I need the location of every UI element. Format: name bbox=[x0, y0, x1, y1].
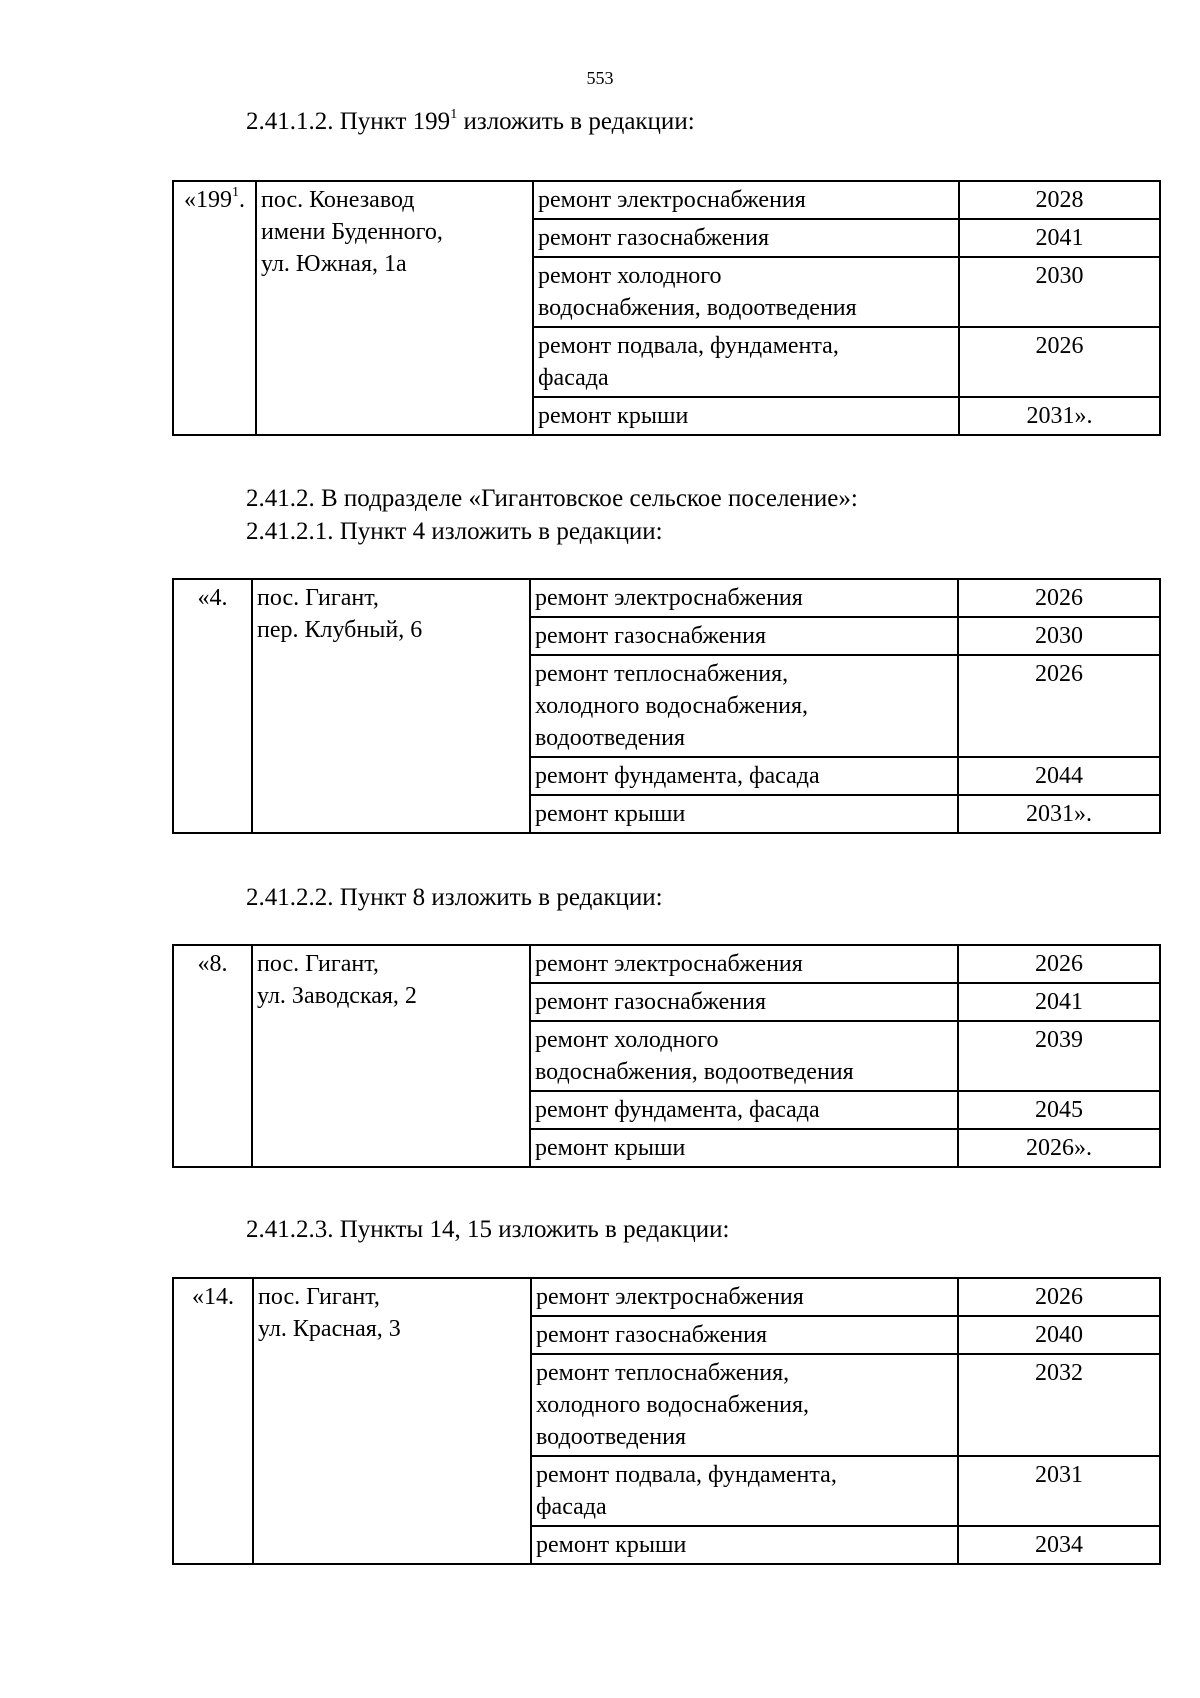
year-cell: 2031». bbox=[959, 397, 1160, 435]
year-cell: 2044 bbox=[958, 757, 1160, 795]
item-number: «4. bbox=[173, 579, 252, 833]
year-cell: 2026 bbox=[958, 1278, 1160, 1316]
table-row bbox=[173, 1278, 1160, 1316]
work-cell: ремонт крыши bbox=[531, 1526, 958, 1564]
table-row bbox=[173, 945, 1160, 983]
work-cell: ремонт газоснабжения bbox=[530, 983, 958, 1021]
work-cell: ремонт газоснабжения bbox=[531, 1316, 958, 1354]
section-heading: 2.41.2. В подразделе «Гигантовское сельское поселение»: bbox=[246, 485, 858, 512]
work-cell: ремонт холодного водоснабжения, водоотведения bbox=[533, 257, 959, 327]
work-cell: ремонт фундамента, фасада bbox=[530, 757, 958, 795]
year-cell: 2030 bbox=[959, 257, 1160, 327]
year-cell: 2026 bbox=[958, 655, 1160, 757]
year-cell: 2032 bbox=[958, 1354, 1160, 1456]
work-cell: ремонт подвала, фундамента, фасада bbox=[533, 327, 959, 397]
work-cell: ремонт подвала, фундамента, фасада bbox=[531, 1456, 958, 1526]
address-cell: пос. Гигант, ул. Заводская, 2 bbox=[252, 945, 530, 1167]
address-cell: пос. Гигант, пер. Клубный, 6 bbox=[252, 579, 530, 833]
work-cell: ремонт электроснабжения bbox=[531, 1278, 958, 1316]
year-cell: 2031». bbox=[958, 795, 1160, 833]
item-table-4 bbox=[172, 578, 1161, 834]
work-cell: ремонт крыши bbox=[530, 1129, 958, 1167]
work-cell: ремонт холодного водоснабжения, водоотведения bbox=[530, 1021, 958, 1091]
year-cell: 2026 bbox=[958, 579, 1160, 617]
item-table-8 bbox=[172, 944, 1161, 1168]
address-cell: пос. Гигант, ул. Красная, 3 bbox=[253, 1278, 531, 1564]
work-cell: ремонт газоснабжения bbox=[533, 219, 959, 257]
item-number: «8. bbox=[173, 945, 252, 1167]
year-cell: 2026 bbox=[958, 945, 1160, 983]
work-cell: ремонт теплоснабжения, холодного водоснабжения, водоотведения bbox=[531, 1354, 958, 1456]
year-cell: 2045 bbox=[958, 1091, 1160, 1129]
table-row bbox=[173, 579, 1160, 617]
section-heading: 2.41.2.1. Пункт 4 изложить в редакции: bbox=[246, 518, 663, 545]
work-cell: ремонт теплоснабжения, холодного водоснабжения, водоотведения bbox=[530, 655, 958, 757]
work-cell: ремонт газоснабжения bbox=[530, 617, 958, 655]
section-heading: 2.41.1.2. Пункт $199^1$ изложить в редакции: bbox=[246, 106, 695, 135]
year-cell: 2039 bbox=[958, 1021, 1160, 1091]
work-cell: ремонт крыши bbox=[533, 397, 959, 435]
item-table-14 bbox=[172, 1277, 1161, 1565]
year-cell: 2040 bbox=[958, 1316, 1160, 1354]
table-row bbox=[173, 181, 1160, 219]
year-cell: 2030 bbox=[958, 617, 1160, 655]
year-cell: 2041 bbox=[959, 219, 1160, 257]
year-cell: 2041 bbox=[958, 983, 1160, 1021]
item-number: «14. bbox=[173, 1278, 253, 1564]
section-heading: 2.41.2.3. Пункты 14, 15 изложить в редакции: bbox=[246, 1216, 730, 1243]
year-cell: 2028 bbox=[959, 181, 1160, 219]
year-cell: 2034 bbox=[958, 1526, 1160, 1564]
year-cell: 2031 bbox=[958, 1456, 1160, 1526]
address-cell: пос. Конезавод имени Буденного, ул. Южная, 1а bbox=[256, 181, 533, 435]
item-table-199-1 bbox=[172, 180, 1161, 436]
superscript: 1 bbox=[450, 106, 458, 122]
section-heading: 2.41.2.2. Пункт 8 изложить в редакции: bbox=[246, 884, 663, 911]
work-cell: ремонт электроснабжения bbox=[530, 579, 958, 617]
work-cell: ремонт фундамента, фасада bbox=[530, 1091, 958, 1129]
work-cell: ремонт электроснабжения bbox=[533, 181, 959, 219]
year-cell: 2026 bbox=[959, 327, 1160, 397]
work-cell: ремонт электроснабжения bbox=[530, 945, 958, 983]
year-cell: 2026». bbox=[958, 1129, 1160, 1167]
item-number: «$199^1$. bbox=[173, 181, 256, 435]
work-cell: ремонт крыши bbox=[530, 795, 958, 833]
page-number: 553 bbox=[586, 68, 614, 88]
